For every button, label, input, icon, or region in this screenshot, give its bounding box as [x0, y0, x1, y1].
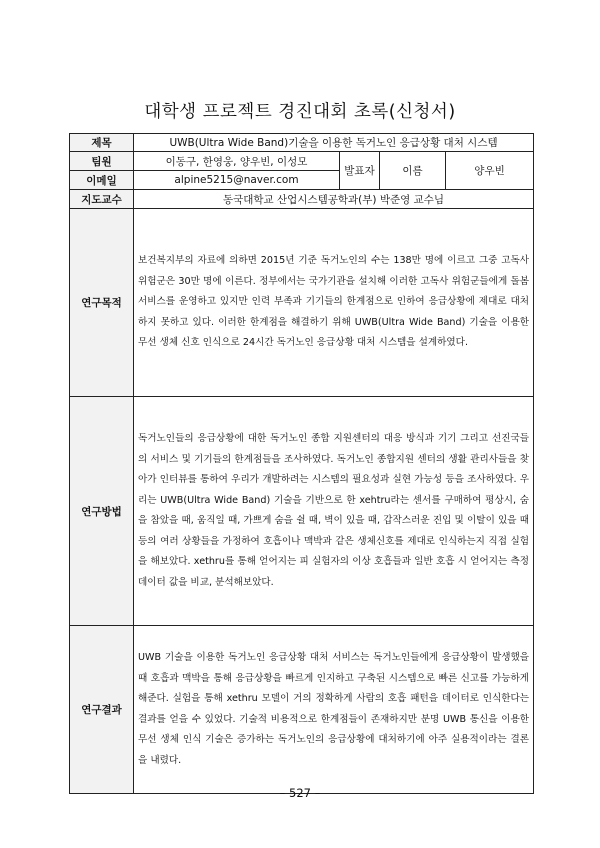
subject-value: UWB(Ultra Wide Band)기술을 이용한 독거노인 응급상황 대처 시스템 [134, 134, 534, 152]
result-label: 연구결과 [70, 626, 134, 794]
row-method [70, 397, 534, 626]
page-number: – 527 – [279, 786, 321, 800]
team-label: 팀원 [70, 152, 134, 171]
advisor-label: 지도교수 [70, 190, 134, 209]
method-label: 연구방법 [70, 397, 134, 626]
email-label: 이메일 [70, 171, 134, 190]
advisor-value: 동국대학교 산업시스템공학과(부) 박준영 교수님 [134, 190, 534, 209]
row-purpose [70, 209, 534, 397]
name-label: 이름 [380, 152, 446, 190]
row-subject [70, 134, 534, 152]
purpose-text: 보건복지부의 자료에 의하면 2015년 기준 독거노인의 수는 138만 명에 이르고 그중 고독사 위험군은 30만 명에 이른다. 정부에서는 국가기관을 설치해 이러한 고독사 위험군들에게 돌봄 서비스를 운영하고 있지만 인력 부족과 기기들의 한계점으로 인하여 응급상황에 제대로 대처하지 못하고 있다. 이러한 한계점을 해결하기 위해 UWB(Ultra Wide Band) 기술을 이용한 무선 생체 신호 인식으로 24시간 독거노인 응급상황 대처 시스템을 설계하였다. [134, 209, 534, 397]
application-form [69, 133, 534, 794]
subject-label: 제목 [70, 134, 134, 152]
result-text: UWB 기술을 이용한 독거노인 응급상황 대처 서비스는 독거노인들에게 응급상황이 발생했을 때 호흡과 맥박을 통해 응급상황을 빠르게 인지하고 구축된 시스템으로 빠른 신고를 가능하게 해준다. 실험을 통해 xethru 모델이 거의 정확하게 사람의 호흡 패턴을 데이터로 인식한다는 결과를 얻을 수 있었다. 기술적 비용적으로 한계점들이 존재하지만 분명 UWB 통신을 이용한 무선 생체 인식 기술은 증가하는 독거노인의 응급상황에 대처하기에 아주 실용적이라는 결론을 내렸다. [134, 626, 534, 794]
row-result [70, 626, 534, 794]
row-advisor [70, 190, 534, 209]
presenter-label: 발표자 [340, 152, 380, 190]
row-team [70, 152, 534, 171]
email-value: alpine5215@naver.com [134, 171, 340, 190]
document-title: 대학생 프로젝트 경진대회 초록(신청서) [144, 102, 456, 122]
purpose-label: 연구목적 [70, 209, 134, 397]
presenter-name: 양우빈 [446, 152, 534, 190]
method-text: 독거노인들의 응급상황에 대한 독거노인 종합 지원센터의 대응 방식과 기기 그리고 선진국들의 서비스 및 기기들의 한계점들을 조사하였다. 독거노인 종합지원 센터의 생활 관리사들을 찾아가 인터뷰를 통하여 우리가 개발하려는 시스템의 필요성과 실현 가능성 등을 조사하였다. 우리는 UWB(Ultra Wide Band) 기술을 기반으로 한 xehtru라는 센서를 구매하여 평상시, 숨을 참았을 때, 움직일 때, 가쁘게 숨을 쉴 때, 벽이 있을 때, 갑작스러운 진입 및 이탈이 있을 때 등의 여러 상황들을 가정하여 호흡이나 맥박과 같은 생체신호를 제대로 인식하는지 직접 실험을 해보았다. xethru를 통해 얻어지는 피 실험자의 이상 호흡들과 일반 호흡 시 얻어지는 측정 데이터 값을 비교, 분석해보았다. [134, 397, 534, 626]
team-value: 이동구, 한영웅, 양우빈, 이성모 [134, 152, 340, 171]
